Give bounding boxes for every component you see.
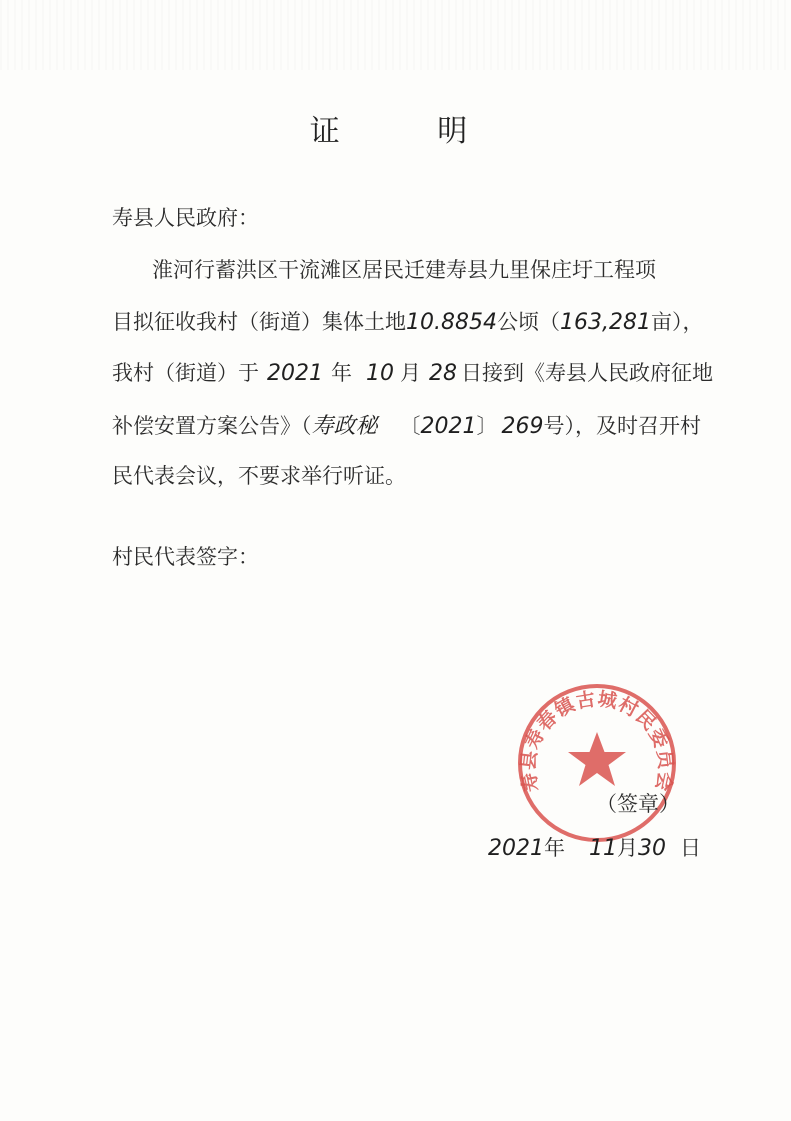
date-day: 30 — [638, 836, 666, 861]
body-text: 〕 — [476, 414, 498, 438]
handwritten-area-mu: 163,281 — [559, 310, 651, 335]
date-month-unit: 月 — [617, 836, 638, 860]
date-year: 2021 — [488, 836, 544, 861]
stamp-label: （签章） — [596, 792, 680, 816]
body-line-3 — [112, 357, 713, 387]
body-line-5: 民代表会议，不要求举行听证。 — [112, 464, 406, 488]
body-text: 亩）， — [650, 310, 704, 334]
seal-text: 寿县寿春镇古城村民委员会 — [517, 688, 677, 794]
signature-label: 村民代表签字： — [112, 545, 259, 569]
body-text: 号），及时召开村 — [543, 414, 702, 438]
handwritten-month: 10 — [366, 361, 394, 386]
date-day-unit: 日 — [680, 836, 701, 860]
handwritten-area-hectares: 10.8854 — [406, 310, 497, 335]
body-text: 月 — [400, 361, 421, 385]
body-text: 我村（街道）于 — [112, 361, 259, 385]
body-line-4 — [112, 409, 701, 440]
date-month: 11 — [589, 836, 617, 861]
handwritten-day: 28 — [429, 361, 457, 386]
scan-noise — [0, 0, 791, 70]
body-text: 日接到《寿县人民政府征地 — [461, 361, 713, 385]
body-text: 公顷（ — [496, 310, 560, 334]
document-title: 证 明 — [309, 114, 512, 149]
seal-star-icon — [568, 732, 626, 786]
handwritten-year: 2021 — [267, 361, 323, 386]
body-text: 年 — [331, 361, 352, 385]
body-text: 补偿安置方案公告》（ — [112, 414, 312, 438]
body-text: 〔 — [399, 414, 421, 438]
official-seal — [516, 682, 678, 844]
date-year-unit: 年 — [544, 836, 565, 860]
addressee: 寿县人民政府： — [112, 206, 259, 230]
handwritten-doc-code: 寿政秘 — [311, 414, 378, 439]
handwritten-doc-number: 269 — [501, 414, 544, 439]
handwritten-doc-year: 2021 — [420, 414, 477, 439]
body-line-1: 淮河行蓄洪区干流滩区居民迁建寿县九里保庄圩工程项 — [152, 258, 656, 282]
signing-date — [488, 832, 701, 862]
body-line-2 — [112, 306, 703, 336]
body-text: 目拟征收我村（街道）集体土地 — [112, 310, 406, 334]
